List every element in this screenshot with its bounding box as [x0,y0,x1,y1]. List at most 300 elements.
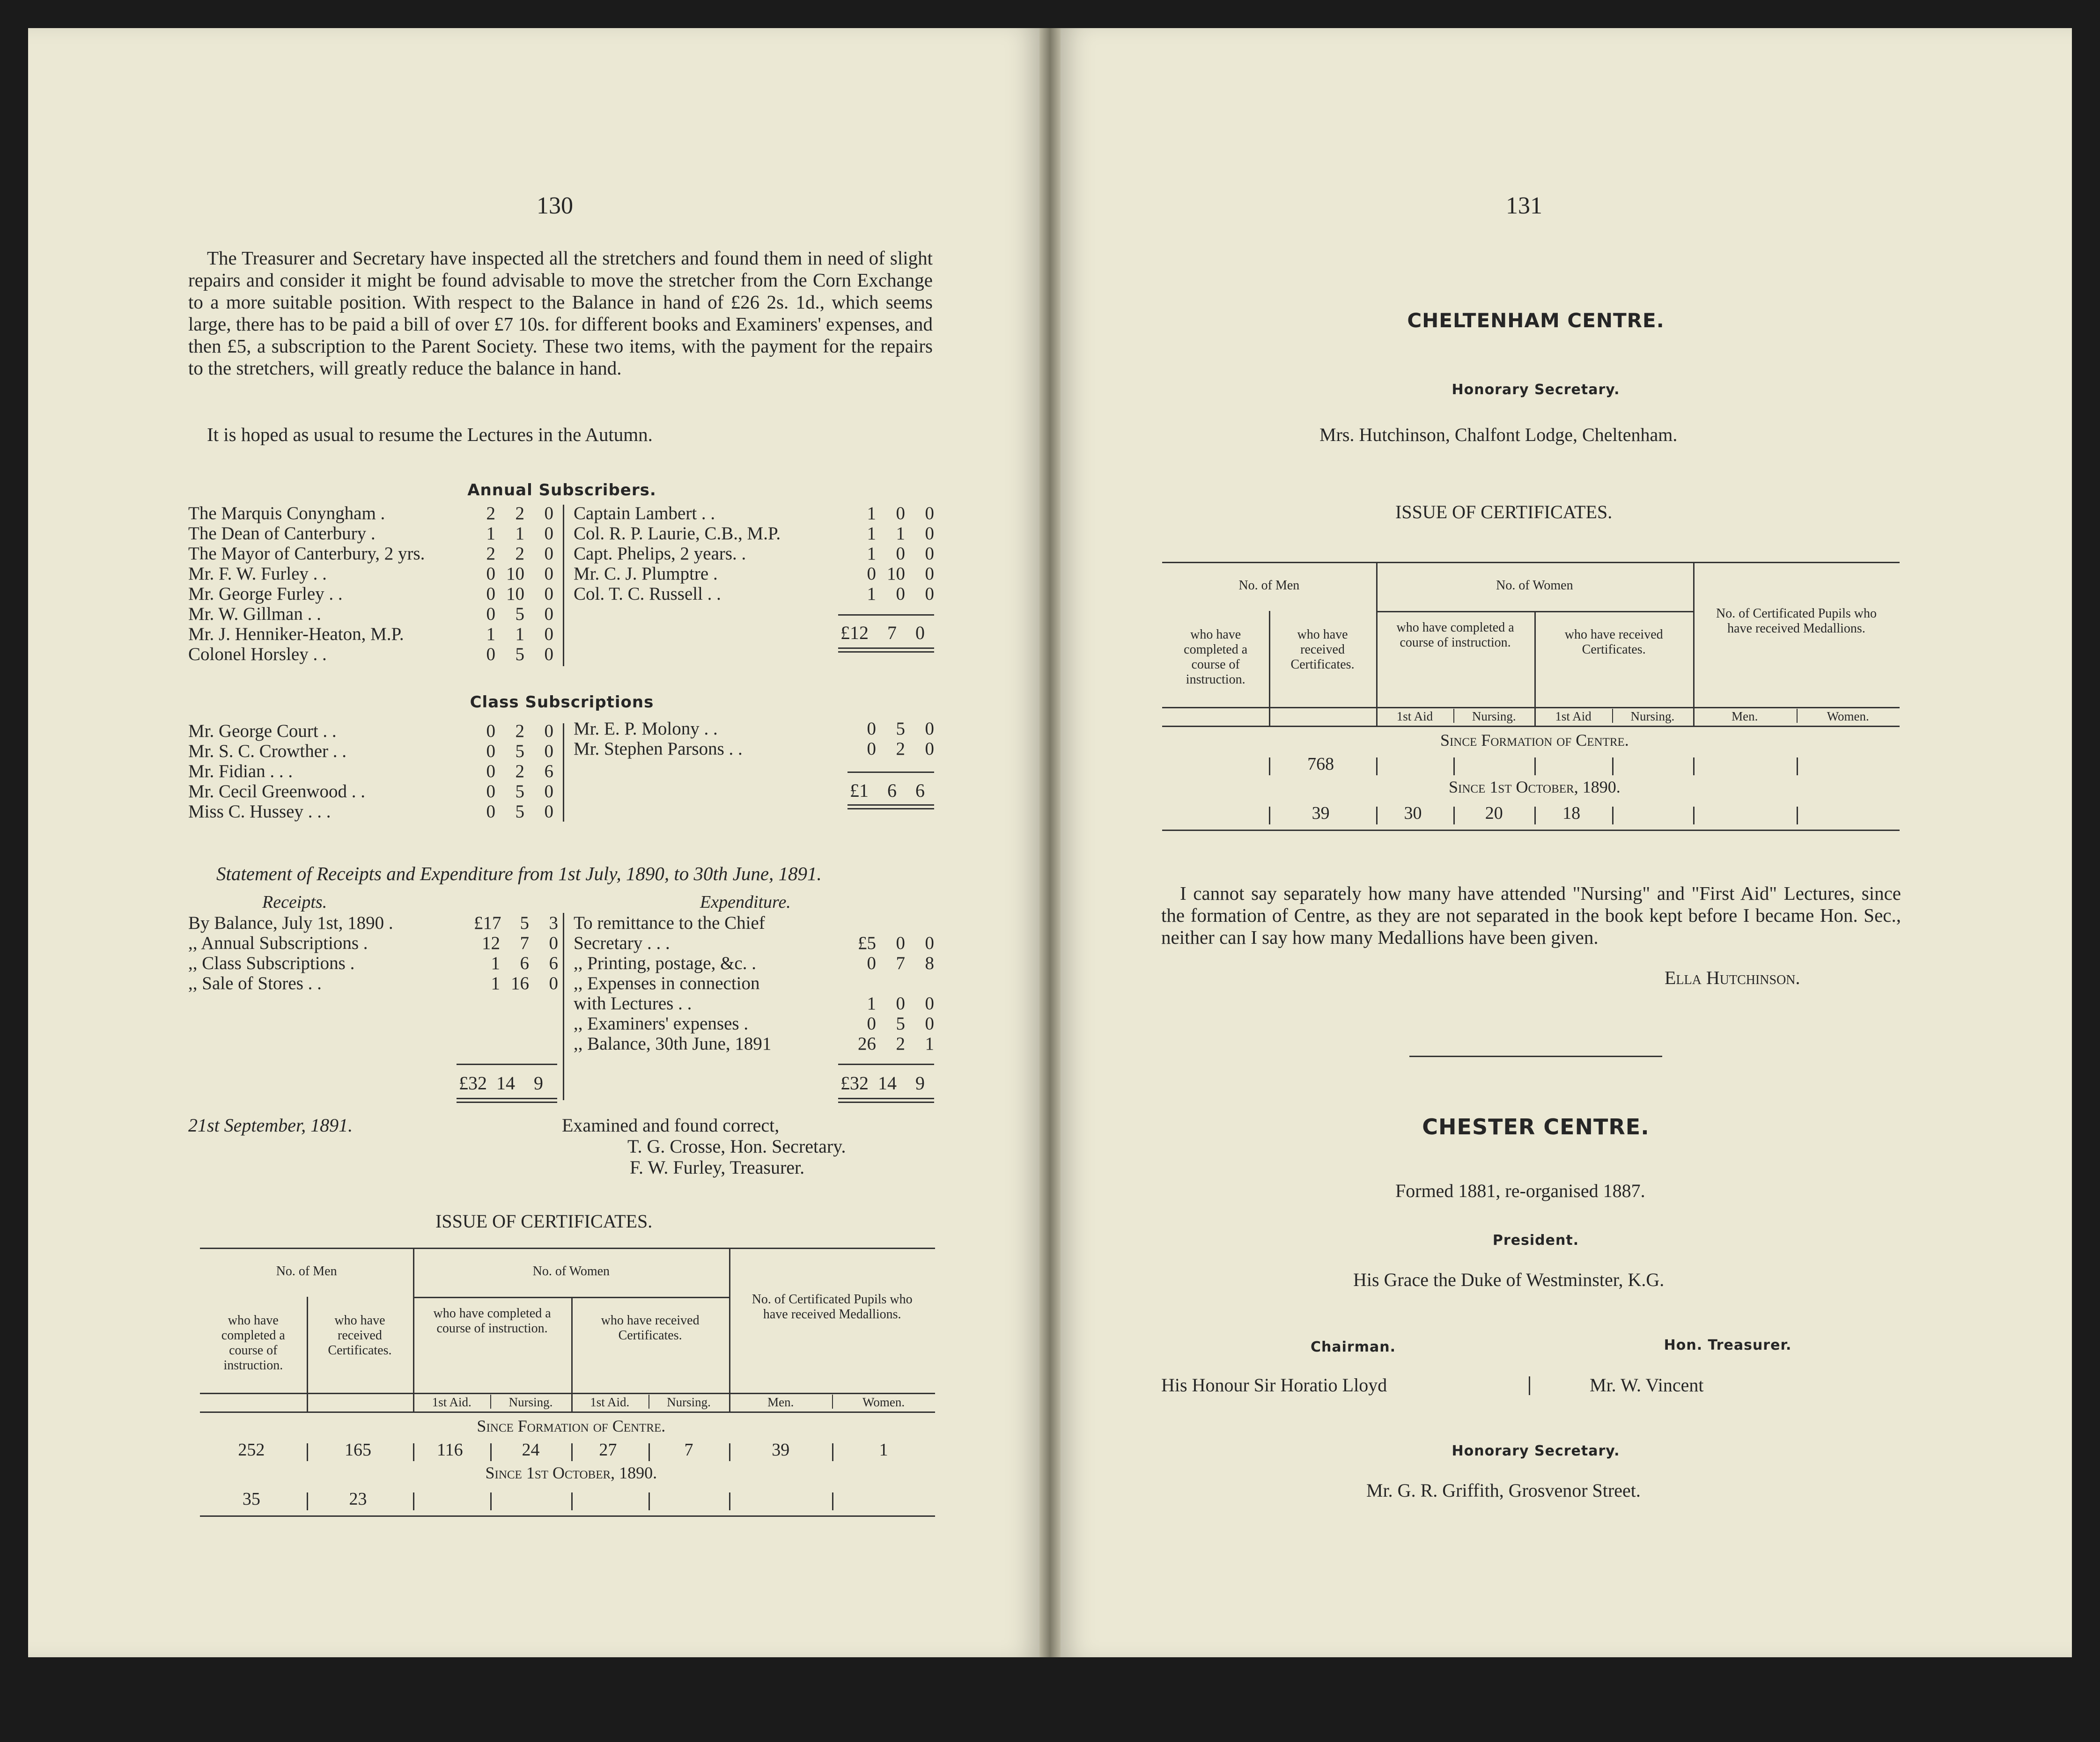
amount-d: 0 [549,973,558,993]
cell-divider [1534,807,1536,824]
amount-d [908,913,934,933]
receipts-list [188,913,558,993]
amount-d: 0 [544,523,553,544]
annual-subscribers-heading: Annual Subscribers. [467,481,656,500]
amount-s: 2 [515,503,524,523]
amount-l: 0 [486,781,495,801]
cell-divider [1612,807,1614,824]
cell-divider [1797,807,1798,824]
amount-l: 0 [486,801,495,822]
sub-header-0: 1st Aid [1396,709,1433,723]
amount-l: 0 [867,719,876,739]
entry-row [188,973,558,993]
president-name: His Grace the Duke of Westminster, K.G. [1353,1269,1665,1290]
amount-l: 2 [486,503,495,523]
cell-divider [648,1443,650,1461]
amount-l: 0 [486,721,495,741]
amount-s [879,913,905,933]
entry-name: Mr. George Court . . [188,721,337,741]
amount-s: 5 [515,781,524,801]
amount-l: 1 [867,584,876,604]
table-cell: 116 [437,1440,463,1460]
cheltenham-title: CHELTENHAM CENTRE. [1407,309,1665,332]
amount-d [908,973,934,993]
cell-divider [648,1492,650,1510]
amount-s: 2 [515,761,524,781]
date-line: 21st September, 1891. [188,1115,353,1136]
annual-subscribers-right [574,503,934,604]
book-spine [1039,28,1061,1657]
cell-divider [1797,757,1798,775]
table-cell: 768 [1307,754,1334,774]
table-cell: 35 [242,1489,260,1509]
table-cell: 165 [345,1440,372,1460]
amount-d: 0 [925,739,934,759]
amount-l: 0 [486,761,495,781]
entry-row [188,523,553,544]
cell-divider [307,1443,308,1461]
men-header: No. of Men [1238,578,1300,593]
men-certificates-header: who have received Certificates. [328,1313,392,1358]
cell-divider [490,1443,492,1461]
amount-d: 6 [544,761,553,781]
cell-divider [729,1492,730,1510]
cell-divider [1693,807,1695,824]
entry-name: ,, Expenses in connection [574,973,760,993]
entry-row [188,801,553,822]
amount-d: 0 [544,604,553,624]
amount-d: 0 [549,933,558,953]
entry-name: Col. T. C. Russell . . [574,584,721,604]
women-header: No. of Women [1496,578,1573,593]
rule [457,1064,557,1065]
amount-l [850,973,876,993]
women-certificates-header: who have received Certificates. [1564,627,1663,657]
medallions-header: No. of Certificated Pupils who have received Medallions. [752,1292,913,1322]
entry-row [188,781,553,801]
women-header: No. of Women [532,1264,610,1279]
chester-secretary-name: Mr. G. R. Griffith, Grosvenor Street. [1366,1480,1641,1501]
amount-l: 1 [867,993,876,1014]
cell-divider [1453,807,1455,824]
amount-d: 0 [544,544,553,564]
amount-l: 0 [867,953,876,973]
amount-s: 0 [896,933,905,953]
amount-s: 10 [506,584,524,604]
sub-header-4: Men. [767,1395,794,1409]
amount-l: 1 [867,503,876,523]
amount-s: 1 [896,523,905,544]
amount-d: 1 [925,1034,934,1054]
cell-divider [832,1492,833,1510]
amount-s: 5 [515,801,524,822]
entry-name: Mr. George Furley . . [188,584,343,604]
amount-s: 0 [896,544,905,564]
amount-l: 1 [486,523,495,544]
double-rule [457,1098,557,1103]
entry-row [574,933,934,953]
sub-header-5: Women. [1827,709,1869,723]
entry-row [574,1014,934,1034]
entry-row [188,584,553,604]
amount-s: 5 [896,719,905,739]
page-number-left: 130 [537,192,573,219]
amount-d: 0 [544,644,553,664]
sub-header-5: Women. [862,1395,905,1409]
sub-header-2: 1st Aid. [590,1395,630,1409]
cell-divider [571,1492,573,1510]
sub-divider [1797,709,1798,723]
amount-d: 0 [925,719,934,739]
men-certificates-header: who have received Certificates. [1290,627,1355,672]
amount-d: 0 [925,523,934,544]
table-cell: 20 [1485,803,1503,823]
amount-s: 2 [515,721,524,741]
column-divider [729,1248,730,1411]
table-cell: 39 [772,1440,790,1460]
sub-divider [648,1395,649,1409]
expenditure-total: £32 14 9 [840,1073,925,1094]
receipts-label: Receipts. [262,892,327,912]
cell-divider [413,1492,414,1510]
entry-row [188,544,553,564]
entry-row [574,1034,934,1054]
entry-row [574,523,934,544]
amount-l: 2 [486,544,495,564]
treasurer-paragraph: The Treasurer and Secretary have inspected all the stretchers and found them in need of slight repairs and consider it might be found advisable to move the stretcher from the Corn Exchange to a more suitable position. With respect to the Balance in hand of £26 2s. 1d., which seems large, there has to be paid a bill of over £7 10s. for different books and Examiners' expenses, and then £5, a subscription to the Parent Society. These two items, with the payment for the repairs to the stretchers, will greatly reduce the balance in hand. [188,247,933,379]
entry-name: To remittance to the Chief [574,913,765,933]
rule [838,1064,934,1065]
amount-l: 0 [867,739,876,759]
cell-divider [571,1443,573,1461]
amount-l [850,913,876,933]
cell-divider [1269,757,1270,775]
entry-name: By Balance, July 1st, 1890 . [188,913,393,933]
sub-divider [1612,709,1613,723]
double-rule [847,804,934,809]
amount-s: 0 [896,584,905,604]
amount-s: 5 [520,913,529,933]
amount-s: 7 [520,933,529,953]
entry-name: Mr. Fidian . . . [188,761,293,781]
column-divider [1693,562,1695,726]
cheltenham-note: I cannot say separately how many have attended "Nursing" and "First Aid" Lectures, since the formation of Centre, as they are not separated in the book kept before I became Hon. Sec., neither can I say how many Medallions have been given. [1161,882,1901,948]
expenditure-label: Expenditure. [700,892,791,912]
amount-d: 0 [544,624,553,644]
entry-name: Captain Lambert . . [574,503,715,523]
certificates-heading-left: ISSUE OF CERTIFICATES. [435,1211,653,1232]
table-header-bottom [200,1411,935,1413]
cell-divider [1693,757,1695,775]
amount-s: 16 [511,973,529,993]
annual-total: £12 7 0 [840,622,925,643]
divider [563,505,564,666]
chester-secretary-label: Honorary Secretary. [1452,1443,1620,1459]
amount-d: 8 [925,953,934,973]
cheltenham-secretary-name: Mrs. Hutchinson, Chalfont Lodge, Cheltenham. [1319,424,1678,445]
sub-header-1: Nursing. [508,1395,553,1409]
entry-row [574,993,934,1014]
entry-name: Mr. Stephen Parsons . . [574,739,743,759]
table-cell: 27 [599,1440,617,1460]
amount-s: 5 [896,1014,905,1034]
examined-line: Examined and found correct, [562,1115,780,1136]
since-formation-label: Since Formation of Centre. [1440,731,1629,750]
cheltenham-secretary-label: Honorary Secretary. [1452,382,1620,398]
since-october-label: Since 1st October, 1890. [485,1463,657,1482]
table-cell: 30 [1404,803,1422,823]
amount-s [879,973,905,993]
amount-s: 6 [520,953,529,973]
entry-name: ,, Sale of Stores . . [188,973,322,993]
amount-d: 0 [544,801,553,822]
expenditure-list [574,913,934,1054]
table-cell: 1 [879,1440,888,1460]
treasurer-name: Mr. W. Vincent [1590,1374,1704,1396]
class-total: £1 6 6 [850,780,925,801]
amount-d: 0 [544,741,553,761]
amount-l: 1 [867,544,876,564]
sub-divider [832,1395,833,1409]
right-page [1061,28,2072,1657]
signature-treasurer: F. W. Furley, Treasurer. [630,1157,805,1178]
entry-row [574,584,934,604]
amount-l: 1 [491,973,500,993]
entry-row [574,564,934,584]
cell-divider [1453,757,1455,775]
amount-s: 2 [515,544,524,564]
amount-d: 0 [544,503,553,523]
entry-row [188,741,553,761]
entry-row [188,913,558,933]
amount-l: 0 [486,644,495,664]
cell-divider [1612,757,1614,775]
amount-s: 7 [896,953,905,973]
men-completed-header: who have completed a course of instruction. [221,1313,285,1373]
entry-row [574,544,934,564]
chairman-label: Chairman. [1311,1339,1396,1355]
cell-divider [307,1492,308,1510]
entry-name: Colonel Horsley . . [188,644,327,664]
lectures-paragraph: It is hoped as usual to resume the Lectures in the Autumn. [207,424,653,445]
president-label: President. [1492,1232,1579,1249]
men-completed-header: who have completed a course of instruction. [1184,627,1248,687]
entry-row [188,721,553,741]
class-subscriptions-right [574,719,934,759]
entry-row [188,953,558,973]
entry-name: The Dean of Canterbury . [188,523,376,544]
entry-name: Col. R. P. Laurie, C.B., M.P. [574,523,781,544]
amount-d: 0 [544,564,553,584]
sub-header-2: 1st Aid [1555,709,1592,723]
amount-s: 2 [896,1034,905,1054]
amount-d: 0 [544,584,553,604]
entry-name: ,, Class Subscriptions . [188,953,355,973]
entry-name: ,, Printing, postage, &c. . [574,953,756,973]
entry-name: Mr. F. W. Furley . . [188,564,327,584]
amount-s: 10 [506,564,524,584]
certificates-heading-right: ISSUE OF CERTIFICATES. [1395,501,1613,522]
entry-name: Mr. E. P. Molony . . [574,719,718,739]
class-subscriptions-left [188,721,553,822]
amount-s: 5 [515,741,524,761]
amount-s: 10 [887,564,905,584]
amount-l: 1 [491,953,500,973]
double-rule [838,1098,934,1103]
since-formation-label: Since Formation of Centre. [477,1417,666,1435]
women-completed-header: who have completed a course of instruction. [433,1306,551,1336]
double-rule [838,647,934,653]
amount-d: 3 [549,913,558,933]
amount-l: 0 [867,564,876,584]
table-cell: 39 [1312,803,1330,823]
divider [1529,1376,1530,1395]
entry-name: with Lectures . . [574,993,692,1014]
cell-divider [1534,757,1536,775]
amount-d: 0 [925,1014,934,1034]
treasurer-label: Hon. Treasurer. [1664,1337,1792,1353]
amount-d: 6 [549,953,558,973]
cell-divider [1376,757,1378,775]
amount-l: 0 [486,604,495,624]
women-completed-header: who have completed a course of instruction. [1396,620,1514,650]
sub-header-1: Nursing. [1472,709,1516,723]
cell-divider [1269,807,1270,824]
entry-name: ,, Balance, 30th June, 1891 [574,1034,772,1054]
amount-l: 26 [858,1034,876,1054]
entry-row [188,604,553,624]
amount-s: 0 [896,993,905,1014]
amount-d: 0 [925,933,934,953]
amount-d: 0 [925,503,934,523]
amount-d: 0 [925,584,934,604]
divider [563,723,564,822]
entry-name: Miss C. Hussey . . . [188,801,331,822]
entry-row [188,761,553,781]
men-header: No. of Men [276,1264,337,1279]
signature-secretary: T. G. Crosse, Hon. Secretary. [627,1136,846,1157]
entry-row [188,933,558,953]
chester-title: CHESTER CENTRE. [1422,1114,1650,1139]
entry-row [574,503,934,523]
entry-name: The Mayor of Canterbury, 2 yrs. [188,544,425,564]
class-subscriptions-heading: Class Subscriptions [470,693,654,712]
cell-divider [1376,807,1378,824]
entry-name: Mr. Cecil Greenwood . . [188,781,366,801]
amount-l: £5 [858,933,876,953]
entry-row [188,624,553,644]
annual-subscribers-left [188,503,553,664]
table-bottom-rule [200,1515,935,1517]
amount-l: £17 [474,913,501,933]
amount-l: 0 [486,741,495,761]
amount-d: 0 [925,564,934,584]
women-certificates-header: who have received Certificates. [601,1313,700,1343]
amount-s: 1 [515,624,524,644]
cell-divider [832,1443,833,1461]
entry-name: Mr. S. C. Crowther . . [188,741,347,761]
entry-row [188,564,553,584]
entry-name: Secretary . . . [574,933,670,953]
amount-d: 0 [544,721,553,741]
amount-s: 2 [896,739,905,759]
table-top-rule [1162,562,1900,563]
amount-l: 0 [486,584,495,604]
entry-row [188,503,553,523]
table-bottom-rule [1162,830,1900,831]
chester-formed: Formed 1881, re-organised 1887. [1395,1180,1645,1201]
entry-row [188,644,553,664]
table-cell: 18 [1562,803,1581,823]
entry-row [574,973,934,993]
sub-header-0: 1st Aid. [432,1395,472,1409]
cell-divider [729,1443,730,1461]
rule [847,772,934,773]
statement-title: Statement of Receipts and Expenditure from 1st July, 1890, to 30th June, 1891. [216,863,822,884]
sub-header-rule [200,1393,935,1394]
table-cell: 7 [684,1440,693,1460]
section-rule [1409,1056,1662,1057]
amount-s: 1 [515,523,524,544]
entry-name: Mr. W. Gillman . . [188,604,321,624]
amount-l: 1 [867,523,876,544]
table-cell: 24 [522,1440,540,1460]
sub-divider [490,1395,491,1409]
amount-d: 0 [544,781,553,801]
table-top-rule [200,1248,935,1249]
amount-d: 0 [925,544,934,564]
amount-s: 5 [515,604,524,624]
entry-row [574,719,934,739]
receipts-total: £32 14 9 [459,1073,543,1094]
amount-l: 0 [867,1014,876,1034]
amount-l: 12 [482,933,500,953]
sub-header-3: Nursing. [1630,709,1675,723]
since-october-label: Since 1st October, 1890. [1449,778,1621,796]
sub-header-3: Nursing. [667,1395,711,1409]
table-header-bottom [1162,726,1900,727]
entry-name: ,, Examiners' expenses . [574,1014,749,1034]
entry-row [574,739,934,759]
amount-l: 1 [486,624,495,644]
medallions-header: No. of Certificated Pupils who have received Medallions. [1716,606,1877,636]
column-divider [1269,611,1270,726]
amount-s: 0 [896,503,905,523]
cell-divider [490,1492,492,1510]
cell-divider [413,1443,414,1461]
entry-name: Capt. Phelips, 2 years. . [574,544,746,564]
table-cell: 23 [349,1489,367,1509]
rule [838,614,934,616]
entry-row [574,953,934,973]
amount-l: 0 [486,564,495,584]
chairman-name: His Honour Sir Horatio Lloyd [1161,1374,1387,1396]
sub-header-4: Men. [1732,709,1758,723]
divider [563,913,564,1100]
entry-row [574,913,934,933]
entry-name: ,, Annual Subscriptions . [188,933,368,953]
cheltenham-note-signature: Ella Hutchinson. [1665,967,1800,988]
page-number-right: 131 [1506,192,1542,219]
column-divider [307,1297,308,1411]
sub-header-rule [1162,707,1900,708]
table-cell: 252 [238,1440,265,1460]
amount-s: 5 [515,644,524,664]
amount-d: 0 [925,993,934,1014]
sub-divider [1453,709,1454,723]
entry-name: Mr. C. J. Plumptre . [574,564,718,584]
entry-name: Mr. J. Henniker-Heaton, M.P. [188,624,404,644]
